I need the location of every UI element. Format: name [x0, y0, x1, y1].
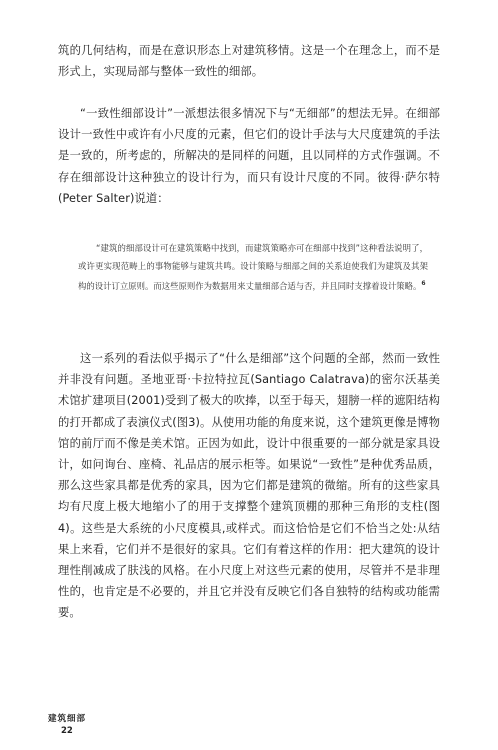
footer-book-title: 建筑细部 [48, 714, 87, 724]
body-paragraph-3: 这一系列的看法似乎揭示了“什么是细部”这个问题的全部，然而一致性并非没有问题。圣地亚哥·卡拉特拉瓦(Santiago Calatrava)的密尔沃基美术馆扩建项目(2001)受到了极大的吹捧，以至于每天，翅膀一样的遮阳结构的打开都成了表演仪式(图3)。从使用功能的角度来说，这个建筑更像是博物馆的前厅而不像是美术馆。正因为如此，设计中很重要的一部分就是家具设计，如问询台、座椅、礼品店的展示柜等。如果说“一致性”是种优秀品质，那么这些家具都是优秀的家具，因为它们都是建筑的微缩。所有的这些家具均有尺度上极大地缩小了的用于支撑整个建筑顶棚的那种三角形的支柱(图4)。这些是大系统的小尺度模具,或样式。而这恰恰是它们不恰当之处:从结果上来看，它们并不是很好的家具。它们有着这样的作用：把大建筑的设计理性削减成了肤浅的风格。在小尺度上对这些元素的使用，尽管并不是非理性的，也肯定是不必要的，并且它并没有反映它们各自独特的结构或功能需要。 [58, 352, 440, 620]
quote-footnote-marker: 6 [421, 280, 426, 288]
quote-text: “建筑的细部设计可在建筑策略中找到，而建筑策略亦可在细部中找到”这种看法说明了，或许更实现范畴上的事物能够与建筑共鸣。设计策略与细部之间的关系迫使我们为建筑及其架构的设计订立原则。而这些原则作为数据用来丈量细部合适与否，并且同时支撑着设计策略。 [78, 243, 428, 291]
body-paragraph-1: 筑的几何结构，而是在意识形态上对建筑移情。这是一个在理念上，而不是形式上，实现局部与整体一致性的细部。 [58, 44, 440, 79]
body-paragraph-2: “一致性细部设计”一派想法很多情况下与“无细部”的想法无异。在细部设计一致性中或许有小尺度的元素，但它们的设计手法与大尺度建筑的手法是一致的，所考虑的，所解决的是同样的问题，且以同样的方式作强调。不存在细部设计这种独立的设计行为，而只有设计尺度的不同。彼得·萨尔特(Peter Salter)说道： [58, 107, 440, 205]
footer-page-number: 22 [61, 726, 73, 736]
block-quote [78, 240, 428, 296]
